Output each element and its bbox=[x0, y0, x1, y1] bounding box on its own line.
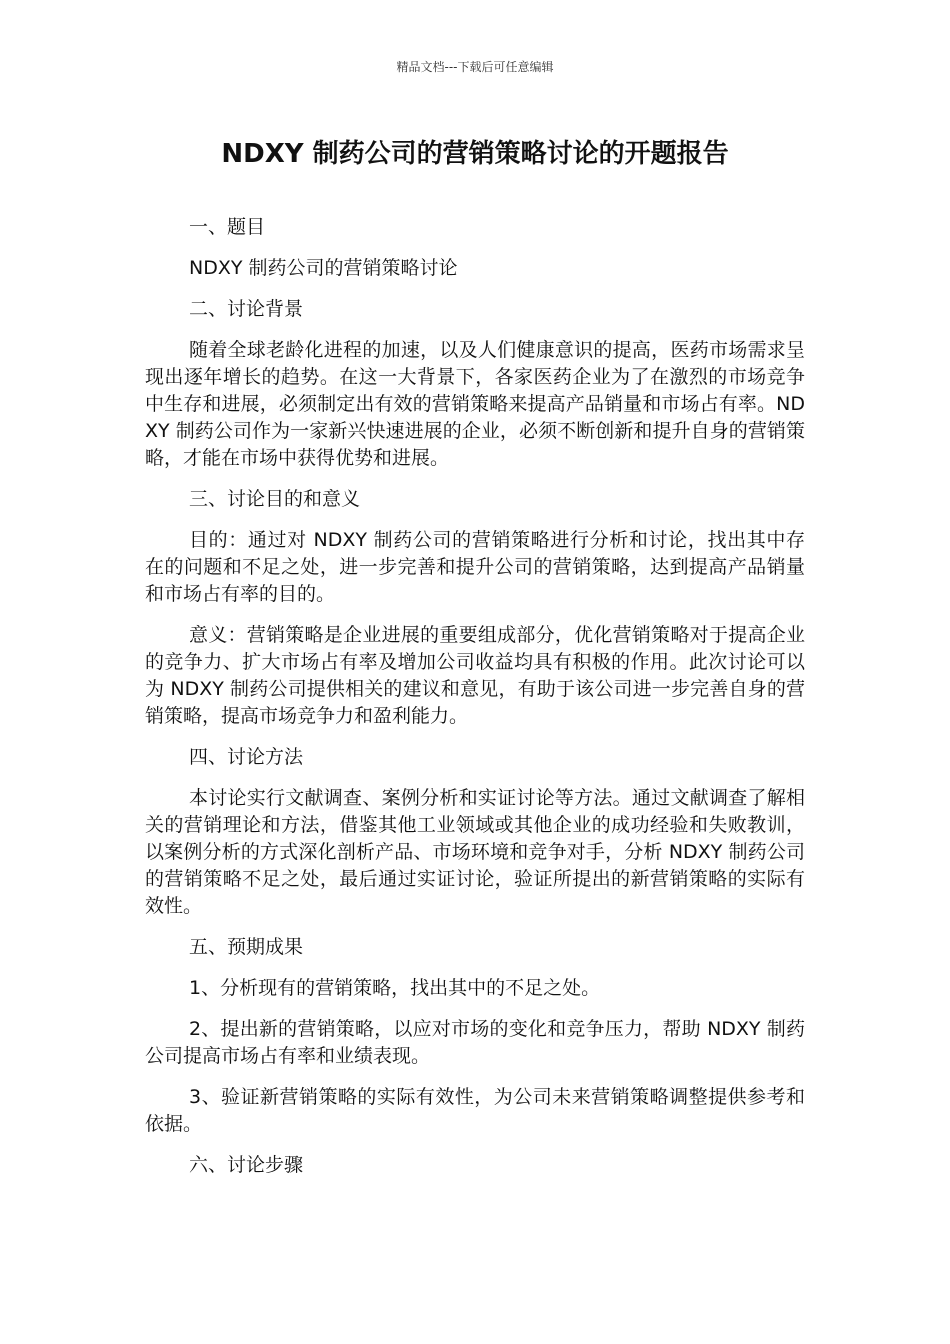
purpose-paragraph: 目的：通过对 NDXY 制药公司的营销策略进行分析和讨论，找出其中存在的问题和不足之处，进一步完善和提升公司的营销策略，达到提高产品销量和市场占有率的目的。 bbox=[145, 529, 805, 605]
section-heading-steps: 六、讨论步骤 bbox=[189, 1154, 304, 1176]
section-heading-topic: 一、题目 bbox=[189, 216, 266, 238]
methods-paragraph: 本讨论实行文献调查、案例分析和实证讨论等方法。通过文献调查了解相关的营销理论和方法，借鉴其他工业领域或其他企业的成功经验和失败教训，以案例分析的方式深化剖析产品、市场环境和竞争对手，分析 NDXY 制药公司的营销策略不足之处，最后通过实证讨论，验证所提出的新营销策略的实际有效性。 bbox=[145, 787, 805, 917]
document-body bbox=[145, 214, 805, 1193]
section-heading-background: 二、讨论背景 bbox=[189, 298, 304, 320]
section-heading-methods: 四、讨论方法 bbox=[189, 746, 304, 768]
outcome-item-2: 2、提出新的营销策略，以应对市场的变化和竞争压力，帮助 NDXY 制药公司提高市场占有率和业绩表现。 bbox=[145, 1018, 805, 1067]
outcome-item-1: 1、分析现有的营销策略，找出其中的不足之处。 bbox=[189, 977, 601, 999]
meaning-paragraph: 意义：营销策略是企业进展的重要组成部分，优化营销策略对于提高企业的竞争力、扩大市场占有率及增加公司收益均具有积极的作用。此次讨论可以为 NDXY 制药公司提供相关的建议和意见，有助于该公司进一步完善自身的营销策略，提高市场竞争力和盈利能力。 bbox=[145, 624, 805, 727]
topic-text: NDXY 制药公司的营销策略讨论 bbox=[189, 257, 458, 279]
outcome-item-3: 3、验证新营销策略的实际有效性，为公司未来营销策略调整提供参考和依据。 bbox=[145, 1086, 805, 1135]
document-title: NDXY 制药公司的营销策略讨论的开题报告 bbox=[221, 139, 729, 169]
section-heading-purpose: 三、讨论目的和意义 bbox=[189, 488, 361, 510]
header-note: 精品文档---下载后可任意编辑 bbox=[396, 60, 554, 74]
section-heading-outcomes: 五、预期成果 bbox=[189, 936, 304, 958]
background-paragraph: 随着全球老龄化进程的加速，以及人们健康意识的提高，医药市场需求呈现出逐年增长的趋势。在这一大背景下，各家医药企业为了在激烈的市场竞争中生存和进展，必须制定出有效的营销策略来提高产品销量和市场占有率。NDXY 制药公司作为一家新兴快速进展的企业，必须不断创新和提升自身的营销策略，才能在市场中获得优势和进展。 bbox=[145, 339, 805, 469]
